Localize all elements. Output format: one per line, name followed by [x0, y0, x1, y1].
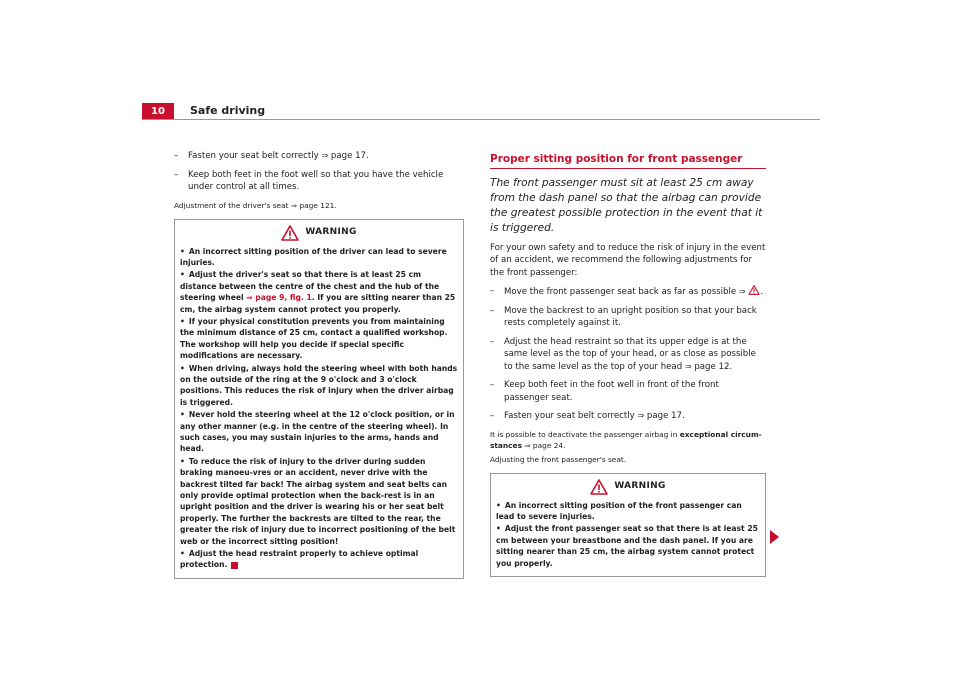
- warning-triangle-icon[interactable]: [748, 285, 760, 295]
- page-header-title: Safe driving: [190, 104, 266, 117]
- warning-item: • When driving, always hold the steering wheel with both hands on the outside of the ring at the 9 o'clock and 3 o'clock positions. This reduces the risk of injury when the driver airbag is triggered.: [180, 363, 458, 407]
- instruction-step: – Fasten your seat belt correctly ⇒ page 17.: [490, 411, 685, 421]
- warning-item: • Adjust the front passenger seat so that there is at least 25 cm between your breastbone and the dash panel. If you are sitting nearer than 25 cm, the airbag system cannot protect you properly.: [496, 524, 758, 568]
- warning-item: • Adjust the head restraint properly to achieve optimal protection.: [180, 549, 419, 570]
- ref-arrow-icon: ⇒: [246, 293, 253, 303]
- ref-arrow-icon: ⇒: [738, 287, 746, 296]
- left-column: [174, 150, 464, 579]
- warning-triangle-icon: [590, 479, 608, 495]
- airbag-deactivation-note: It is possible to deactivate the passenger airbag in exceptional circum-stances ⇒ page 24.: [490, 429, 762, 450]
- warning-box: [490, 473, 766, 577]
- section-title: Proper sitting position for front passenger: [490, 153, 766, 169]
- instruction-step: – Keep both feet in the foot well so that you have the vehicle under control at all times.: [174, 169, 444, 192]
- end-square-icon: [231, 562, 238, 569]
- warning-item: • Adjust the driver's seat so that there is at least 25 cm distance between the centre of the chest and the hub of the steering wheel ⇒ page 9, fig. 1. If you are sitting nearer than 25 cm, the airbag system cannot protect you properly.: [180, 270, 456, 314]
- warning-item: • Never hold the steering wheel at the 12 o'clock position, or in any other manner (e.g. in the centre of the steering wheel). In such cases, you may sustain injuries to the arms, hands and head.: [180, 410, 455, 454]
- warning-item: • If your physical constitution prevents you from maintaining the minimum distance of 25 cm, contact a qualified workshop. The workshop will help you decide if special specific modifications are necessary.: [180, 316, 448, 361]
- page-ref-link[interactable]: page 17.: [646, 411, 685, 421]
- instruction-step: – Adjust the head restraint so that its upper edge is at the same level as the top of your head, or as close as possible to the same level as the top of your head ⇒ page 12.: [490, 336, 756, 372]
- ref-arrow-icon: ⇒: [290, 200, 298, 210]
- next-page-arrow-icon[interactable]: [770, 530, 779, 544]
- ref-arrow-icon: ⇒: [321, 151, 329, 160]
- warning-header: [180, 222, 458, 244]
- warning-header: [496, 476, 760, 498]
- header-divider: [142, 119, 820, 120]
- page-ref-link[interactable]: page 9, fig. 1: [255, 293, 312, 303]
- intro-paragraph: For your own safety and to reduce the risk of injury in the event of an accident, we recommend the following adjustments for the front passenger:: [490, 242, 766, 278]
- ref-arrow-icon: ⇒: [524, 440, 531, 450]
- ref-arrow-icon: ⇒: [637, 411, 645, 420]
- page-number: 10: [142, 103, 174, 119]
- cross-reference-note: Adjustment of the driver's seat ⇒ page 121.: [174, 200, 337, 210]
- instruction-step: – Fasten your seat belt correctly ⇒ page 17.: [174, 151, 369, 161]
- page-ref-link[interactable]: page 121.: [299, 200, 337, 210]
- page-ref-link[interactable]: page 24.: [532, 440, 566, 450]
- warning-triangle-icon: [281, 225, 299, 241]
- warning-label: WARNING: [305, 226, 357, 237]
- warning-label: WARNING: [614, 480, 666, 491]
- warning-box: [174, 219, 464, 579]
- warning-item: • An incorrect sitting position of the driver can lead to severe injuries.: [180, 246, 447, 267]
- page-ref-link[interactable]: page 12.: [694, 361, 733, 372]
- instruction-step: – Move the backrest to an upright position so that your back rests completely against it.: [490, 305, 757, 328]
- instruction-step: – Keep both feet in the foot well in front of the front passenger seat.: [490, 380, 719, 403]
- right-column: [490, 150, 766, 577]
- seat-adjust-note: Adjusting the front passenger's seat.: [490, 454, 627, 464]
- ref-arrow-icon: ⇒: [684, 361, 692, 371]
- section-lead: The front passenger must sit at least 25 cm away from the dash panel so that the airbag can provide the greatest possible protection in the event that it is triggered.: [490, 176, 763, 234]
- warning-item: • An incorrect sitting position of the front passenger can lead to severe injuries.: [496, 500, 742, 521]
- warning-item: • To reduce the risk of injury to the driver during sudden braking manoeu-vres or an accident, never drive with the backrest tilted far back! The airbag system and seat belts can only provide optimal protection when the back-rest is in an upright position and the driver is wearing his or her seat belt properly. The further the backrests are tilted to the rear, the greater the risk of injury due to incorrect positioning of the belt web or the incorrect sitting position!: [180, 456, 456, 546]
- instruction-step: – Move the front passenger seat back as far as possible ⇒ .: [490, 286, 764, 297]
- page-ref-link[interactable]: page 17.: [330, 151, 369, 161]
